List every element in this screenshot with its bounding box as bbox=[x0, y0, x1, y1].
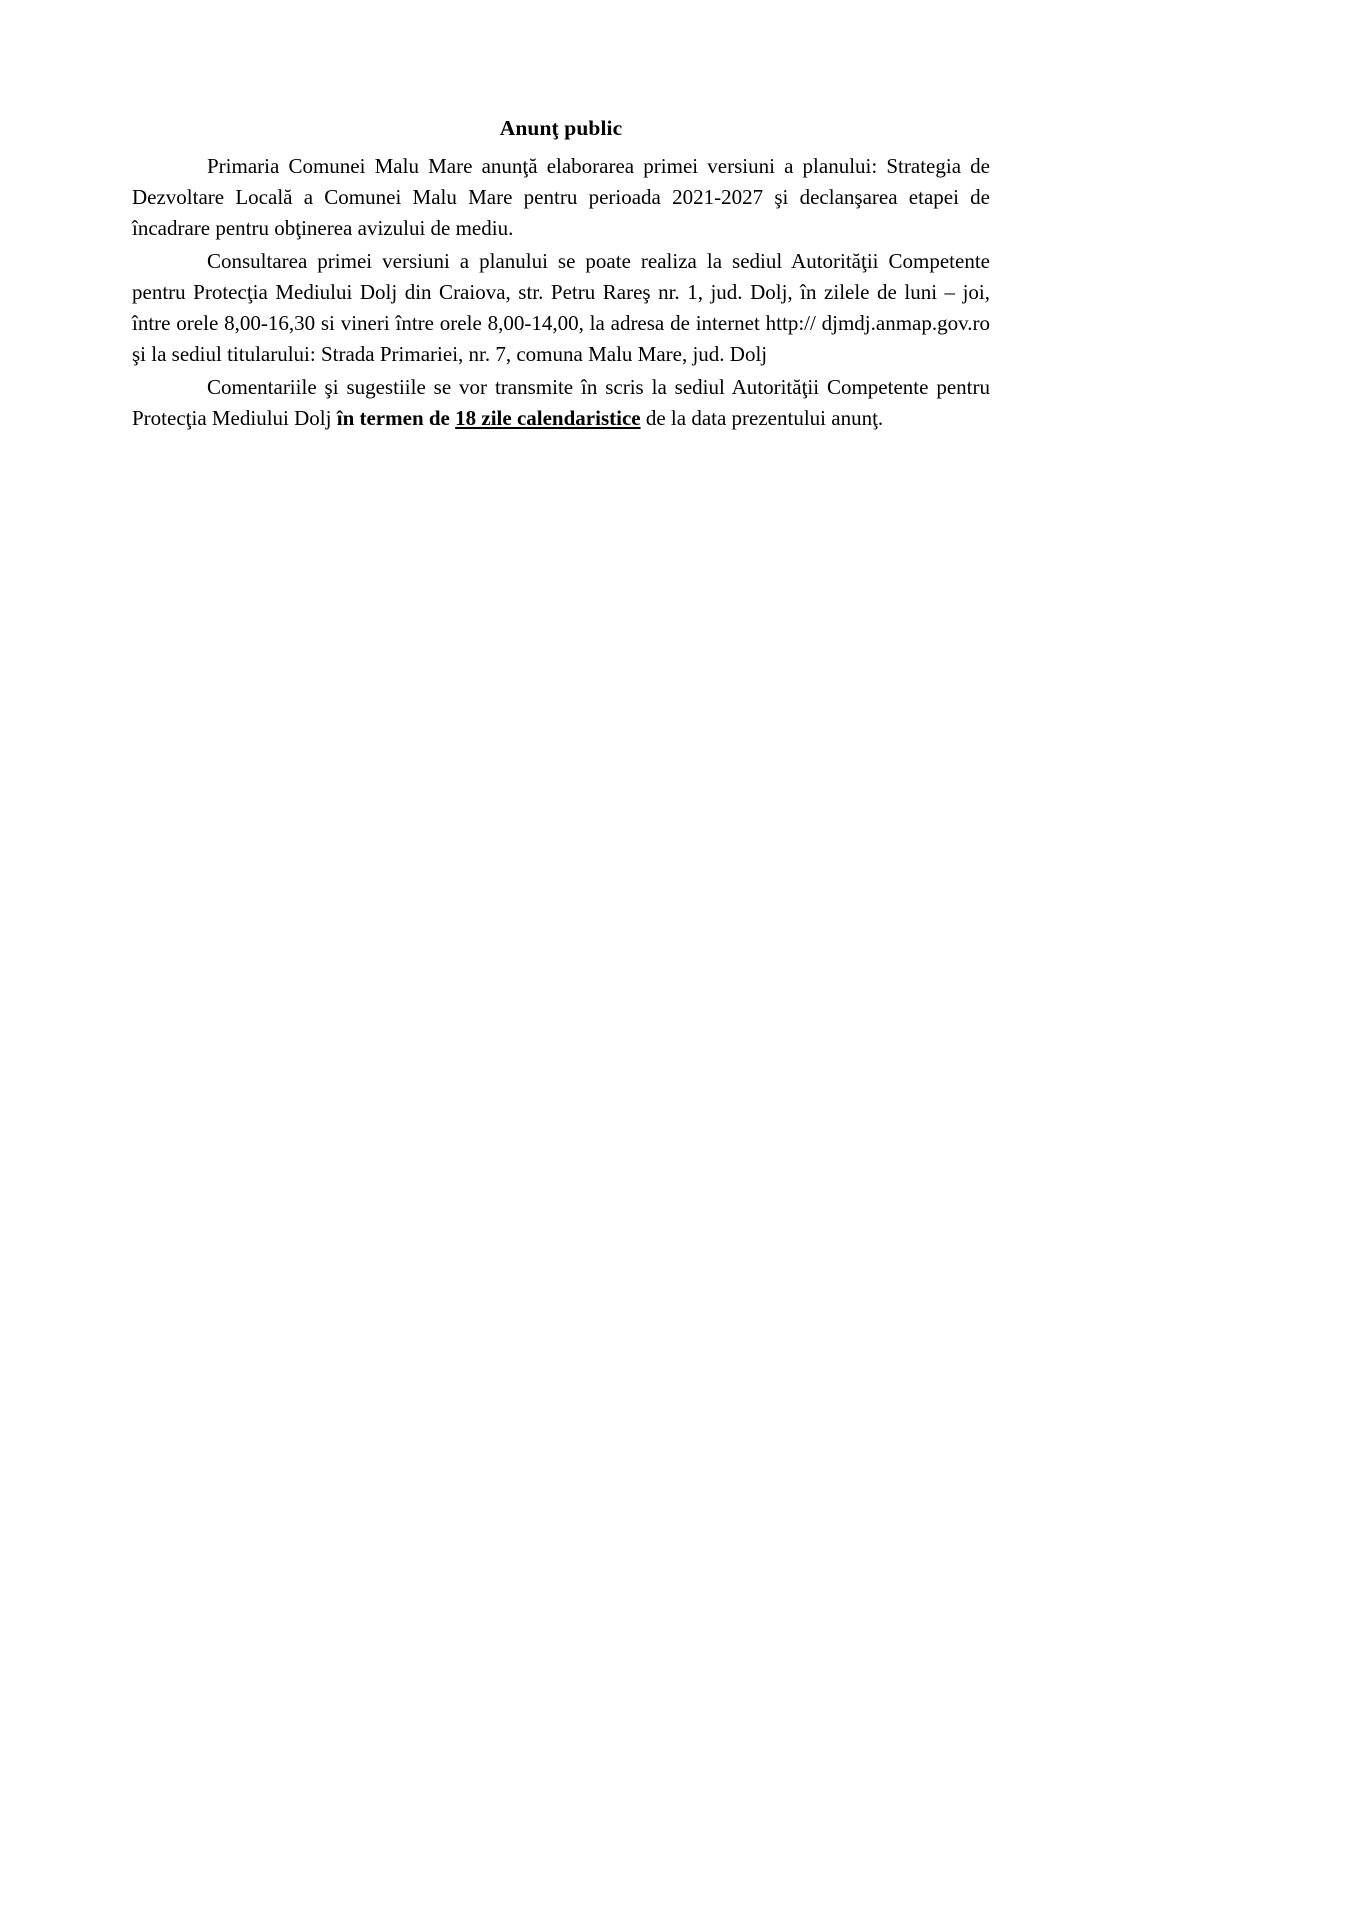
document-body bbox=[132, 118, 990, 434]
comments-lead-text: Comentariile şi sugestiile se vor transmite în scris la sediul Autorităţii Competente pentru Protecţia Mediului Dolj bbox=[132, 375, 990, 431]
paragraph-consultation: Consultarea primei versiuni a planului se poate realiza la sediul Autorităţii Competente pentru Protecţia Mediului Dolj din Craiova, str. Petru Rareş nr. 1, jud. Dolj, în zilele de luni – joi, între orele 8,00-16,30 si vineri între orele 8,00-14,00, la adresa de internet http:// djmdj.anmap.gov.ro şi la sediul titularului: Strada Primariei, nr. 7, comuna Malu Mare, jud. Dolj bbox=[132, 248, 990, 366]
paragraph-announcement: Primaria Comunei Malu Mare anunţă elaborarea primei versiuni a planului: Strategia de Dezvoltare Locală a Comunei Malu Mare pentru perioada 2021-2027 şi declanşarea etapei de încadrare pentru obţinerea avizului de mediu. bbox=[132, 153, 990, 240]
comments-deadline-value: 18 zile calendaristice bbox=[455, 406, 641, 431]
paragraph-comments bbox=[132, 372, 990, 434]
comments-deadline-prefix: în termen de bbox=[336, 406, 456, 431]
comments-tail-text: de la data prezentului anunţ. bbox=[640, 406, 884, 431]
page-title: Anunţ public bbox=[499, 116, 623, 140]
